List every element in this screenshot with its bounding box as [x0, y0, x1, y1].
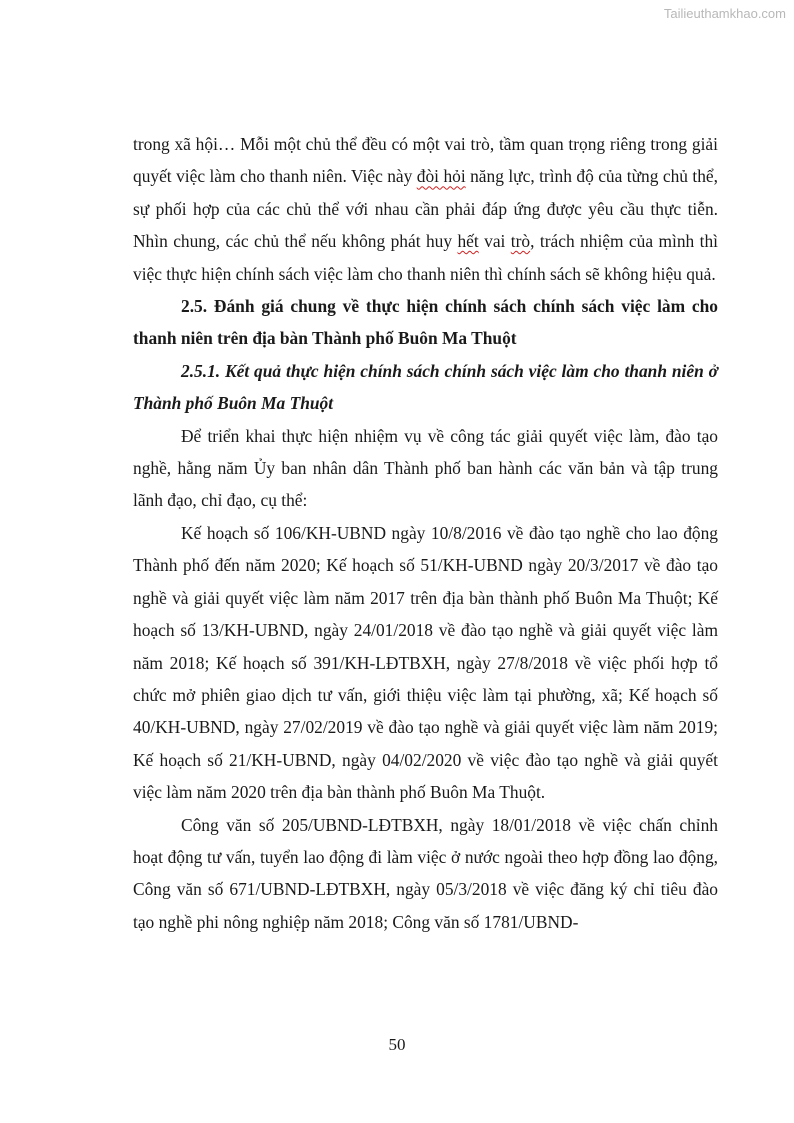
- paragraph-1-text-e: vai: [478, 231, 511, 252]
- watermark: Tailieuthamkhao.com: [663, 6, 786, 21]
- page-number: 50: [388, 1035, 406, 1054]
- paragraph-1: [133, 128, 718, 290]
- subsection-heading: 2.5.1. Kết quả thực hiện chính sách chính sách việc làm cho thanh niên ở Thành phố Buôn Ma Thuột: [133, 360, 718, 414]
- spellcheck-word: hết: [457, 231, 479, 252]
- spellcheck-word: trò: [510, 231, 531, 252]
- paragraph-1-text-g: , trách nhiệm của mình thì việc thực hiện chính sách việc làm cho thanh niên thì chính sách sẽ không hiệu quả.: [133, 231, 718, 284]
- paragraph-3: Kế hoạch số 106/KH-UBND ngày 10/8/2016 về đào tạo nghề cho lao động Thành phố đến năm 2020; Kế hoạch số 51/KH-UBND ngày 20/3/2017 về đào tạo nghề và giải quyết việc làm năm 2017 trên địa bàn thành phố Buôn Ma Thuột; Kế hoạch số 13/KH-UBND, ngày 24/01/2018 về đào tạo nghề và giải quyết việc làm năm 2018; Kế hoạch số 391/KH-LĐTBXH, ngày 27/8/2018 về việc phối hợp tổ chức mở phiên giao dịch tư vấn, giới thiệu việc làm tại phường, xã; Kế hoạch số 40/KH-UBND, ngày 27/02/2019 về đào tạo nghề và giải quyết việc làm năm 2019; Kế hoạch số 21/KH-UBND, ngày 04/02/2020 về việc đào tạo nghề và giải quyết việc làm năm 2020 trên địa bàn thành phố Buôn Ma Thuột.: [133, 522, 718, 803]
- paragraph-4: Công văn số 205/UBND-LĐTBXH, ngày 18/01/2018 về việc chấn chỉnh hoạt động tư vấn, tuyển lao động đi làm việc ở nước ngoài theo hợp đồng lao động, Công văn số 671/UBND-LĐTBXH, ngày 05/3/2018 về việc đăng ký chỉ tiêu đào tạo nghề phi nông nghiệp năm 2018; Công văn số 1781/UBND-: [133, 814, 718, 932]
- spellcheck-word: đòi hỏi: [416, 166, 466, 187]
- paragraph-1-text-a: trong xã hội… Mỗi một chủ thể đều có một vai trò, tầm quan trọng riêng trong giải quyết việc làm cho thanh niên. Việc này: [133, 134, 718, 187]
- page-content: [133, 128, 718, 938]
- paragraph-2: Để triển khai thực hiện nhiệm vụ về công tác giải quyết việc làm, đào tạo nghề, hằng năm Ủy ban nhân dân Thành phố ban hành các văn bản và tập trung lãnh đạo, chỉ đạo, cụ thể:: [133, 425, 718, 511]
- section-heading: 2.5. Đánh giá chung về thực hiện chính sách chính sách việc làm cho thanh niên trên địa bàn Thành phố Buôn Ma Thuột: [133, 296, 718, 349]
- paragraph-1-text-c: năng lực, trình độ của từng chủ thể, sự phối hợp của các chủ thể với nhau cần phải đáp ứng được yêu cầu thực tiễn. Nhìn chung, các chủ thể nếu không phát huy: [133, 166, 718, 252]
